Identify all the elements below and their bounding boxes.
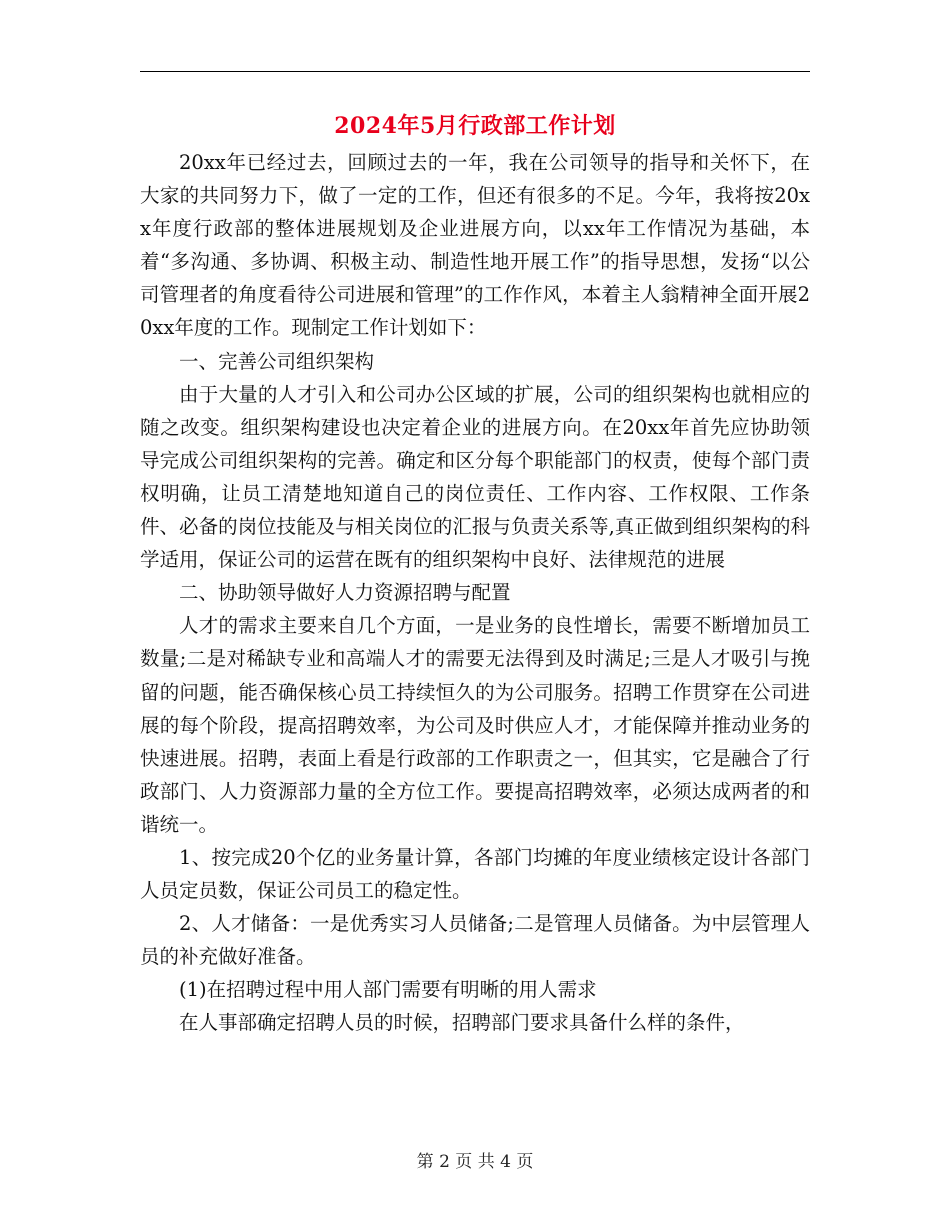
recruitment-paragraph: 人才的需求主要来自几个方面，一是业务的良性增长，需要不断增加员工数量;二是对稀缺专业和高端人才的需要无法得到及时满足;三是人才吸引与挽留的问题，能否确保核心员工持续恒久的为公司服务。招聘工作贯穿在公司进展的每个阶段，提高招聘效率，为公司及时供应人才，才能保障并推动业务的快速进展。招聘，表面上看是行政部的工作职责之一，但其实，它是融合了行政部门、人力资源部力量的全方位工作。要提高招聘效率，必须达成两者的和谐统一。	[140, 614, 810, 836]
section-heading-org-structure: 一、完善公司组织架构	[179, 349, 375, 373]
document-title: 2024年5月行政部工作计划	[334, 113, 616, 139]
list-item-talent-reserve: 2、人才储备：一是优秀实习人员储备;二是管理人员储备。为中层管理人员的补充做好准备。	[140, 912, 810, 969]
intro-paragraph: 20xx年已经过去，回顾过去的一年，我在公司领导的指导和关怀下，在大家的共同努力下，做了一定的工作，但还有很多的不足。今年，我将按20xx年度行政部的整体进展规划及企业进展方向，以xx年工作情况为基础，本着“多沟通、多协调、积极主动、制造性地开展工作”的指导思想，发扬“以公司管理者的角度看待公司进展和管理”的工作作风，本着主人翁精神全面开展20xx年度的工作。现制定工作计划如下：	[140, 151, 810, 340]
section-heading-recruitment: 二、协助领导做好人力资源招聘与配置	[179, 581, 511, 605]
subitem-hiring-needs: (1)在招聘过程中用人部门需要有明晰的用人需求	[179, 978, 597, 1002]
hiring-needs-paragraph: 在人事部确定招聘人员的时候，招聘部门要求具备什么样的条件，	[179, 1011, 745, 1035]
document-body	[140, 146, 810, 1040]
header-rule	[140, 71, 810, 72]
org-structure-paragraph: 由于大量的人才引入和公司办公区域的扩展，公司的组织架构也就相应的随之改变。组织架构建设也决定着企业的进展方向。在20xx年首先应协助领导完成公司组织架构的完善。确定和区分每个职能部门的权责，使每个部门责权明确，让员工清楚地知道自己的岗位责任、工作内容、工作权限、工作条件、必备的岗位技能及与相关岗位的汇报与负责关系等,真正做到组织架构的科学适用，保证公司的运营在既有的组织架构中良好、法律规范的进展	[140, 382, 810, 572]
page-number-footer: 第 2 页 共 4 页	[416, 1152, 534, 1172]
list-item-headcount: 1、按完成20个亿的业务量计算，各部门均摊的年度业绩核定设计各部门人员定员数，保证公司员工的稳定性。	[140, 845, 810, 903]
